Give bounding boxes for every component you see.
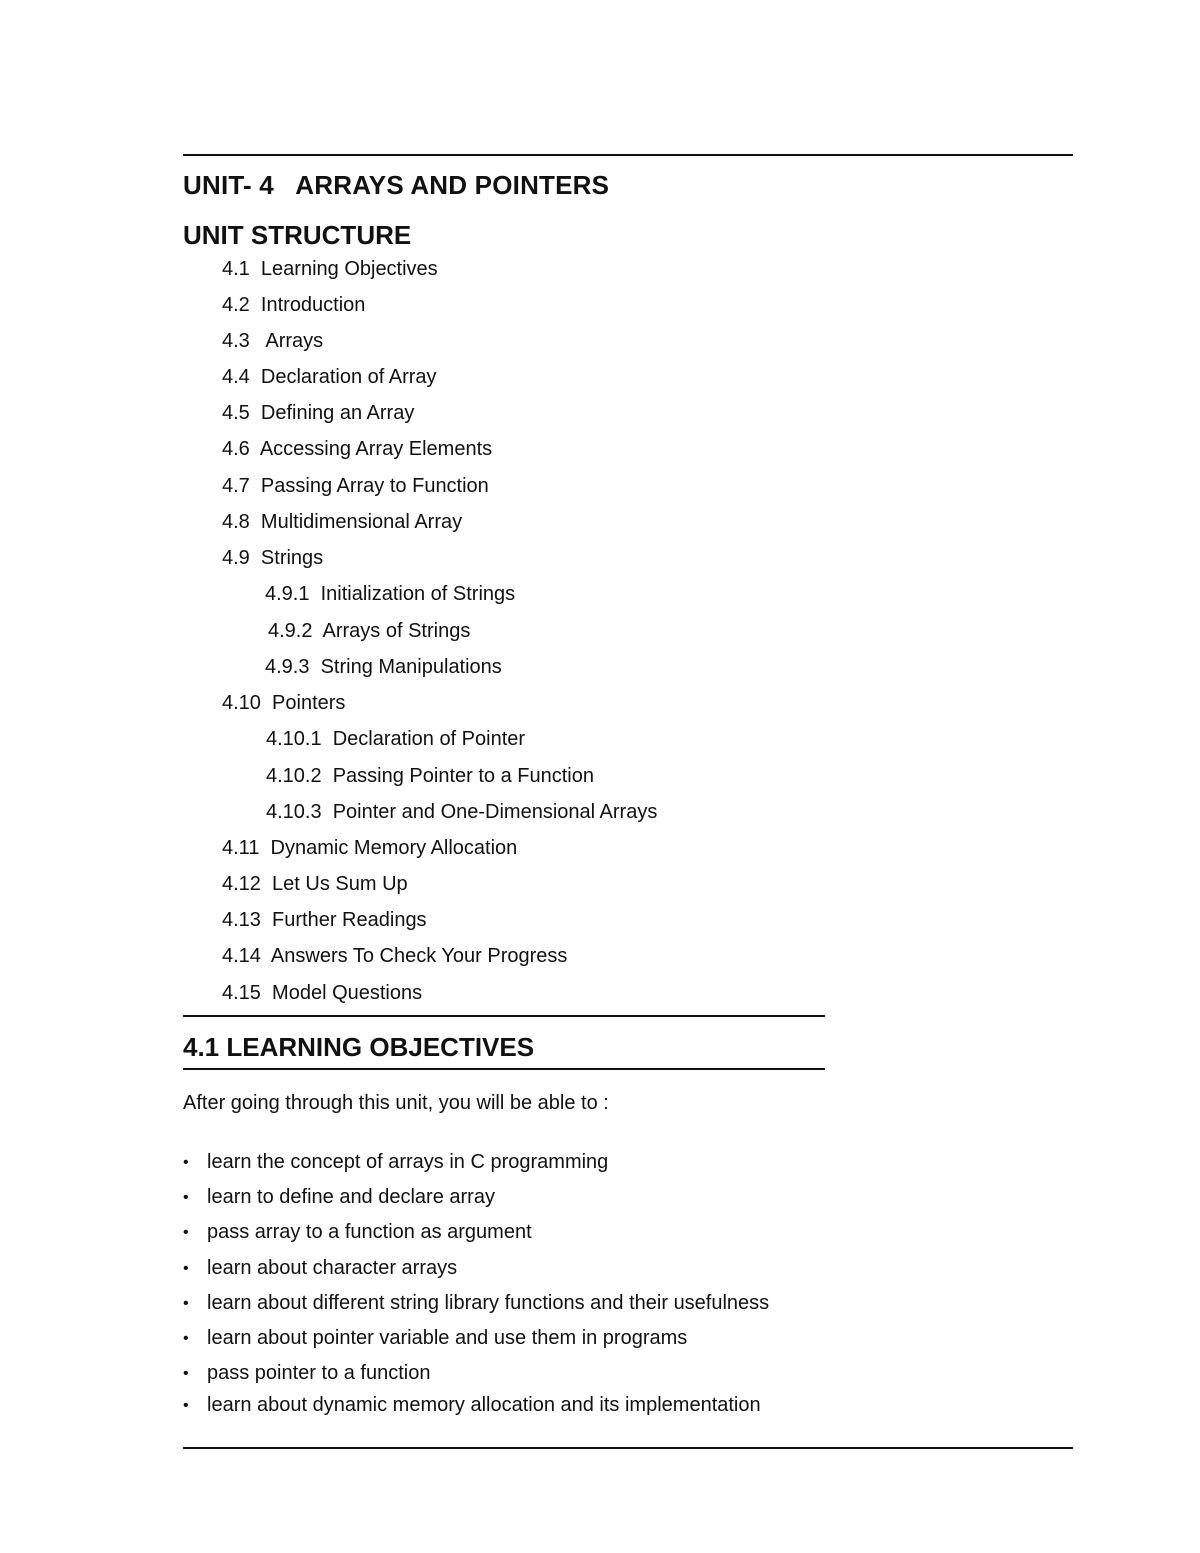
objective-text: learn about pointer variable and use them in programs bbox=[207, 1327, 688, 1349]
bullet-icon: • bbox=[183, 1154, 189, 1171]
objectives-intro: After going through this unit, you will be able to : bbox=[183, 1092, 609, 1114]
unit-structure-heading: UNIT STRUCTURE bbox=[183, 220, 412, 250]
section-rule-bottom bbox=[183, 1068, 825, 1070]
objective-text: learn about different string library functions and their usefulness bbox=[207, 1292, 770, 1314]
objective-item bbox=[183, 1326, 687, 1351]
objective-item bbox=[183, 1256, 457, 1281]
toc-subitem: 4.9.1 Initialization of Strings bbox=[265, 583, 516, 605]
objective-item bbox=[183, 1361, 430, 1386]
objective-text: learn about dynamic memory allocation and its implementation bbox=[207, 1394, 761, 1416]
objective-text: pass array to a function as argument bbox=[207, 1221, 532, 1243]
objective-text: learn to define and declare array bbox=[207, 1186, 495, 1208]
objective-item bbox=[183, 1220, 532, 1245]
toc-item: 4.4 Declaration of Array bbox=[222, 366, 437, 388]
bottom-rule bbox=[183, 1447, 1073, 1449]
toc-item: 4.3 Arrays bbox=[222, 330, 324, 352]
toc-item: 4.6 Accessing Array Elements bbox=[222, 438, 493, 460]
objective-text: pass pointer to a function bbox=[207, 1362, 431, 1384]
toc-item: 4.15 Model Questions bbox=[222, 982, 423, 1004]
top-rule bbox=[183, 154, 1073, 156]
objective-item bbox=[183, 1185, 495, 1210]
toc-item: 4.2 Introduction bbox=[222, 294, 366, 316]
toc-subitem: 4.10.2 Passing Pointer to a Function bbox=[266, 765, 594, 787]
toc-subitem: 4.10.1 Declaration of Pointer bbox=[266, 728, 526, 750]
toc-subitem: 4.9.2 Arrays of Strings bbox=[268, 620, 471, 642]
bullet-icon: • bbox=[183, 1295, 189, 1312]
objective-item bbox=[183, 1393, 761, 1418]
toc-subitem: 4.10.3 Pointer and One-Dimensional Arrays bbox=[266, 801, 658, 823]
toc-item: 4.13 Further Readings bbox=[222, 909, 427, 931]
toc-item: 4.12 Let Us Sum Up bbox=[222, 873, 408, 895]
bullet-icon: • bbox=[183, 1397, 189, 1414]
toc-item: 4.9 Strings bbox=[222, 547, 324, 569]
objective-item bbox=[183, 1150, 608, 1175]
objective-item bbox=[183, 1291, 769, 1316]
objective-text: learn the concept of arrays in C programming bbox=[207, 1151, 609, 1173]
bullet-icon: • bbox=[183, 1189, 189, 1206]
toc-item: 4.1 Learning Objectives bbox=[222, 258, 438, 280]
toc-item: 4.8 Multidimensional Array bbox=[222, 511, 463, 533]
bullet-icon: • bbox=[183, 1260, 189, 1277]
toc-subitem: 4.9.3 String Manipulations bbox=[265, 656, 502, 678]
toc-item: 4.5 Defining an Array bbox=[222, 402, 415, 424]
objective-text: learn about character arrays bbox=[207, 1257, 458, 1279]
bullet-icon: • bbox=[183, 1330, 189, 1347]
toc-item: 4.11 Dynamic Memory Allocation bbox=[222, 837, 518, 859]
toc-item: 4.7 Passing Array to Function bbox=[222, 475, 489, 497]
toc-item: 4.10 Pointers bbox=[222, 692, 346, 714]
unit-title: UNIT- 4 ARRAYS AND POINTERS bbox=[183, 170, 610, 200]
toc-item: 4.14 Answers To Check Your Progress bbox=[222, 945, 568, 967]
bullet-icon: • bbox=[183, 1224, 189, 1241]
bullet-icon: • bbox=[183, 1365, 189, 1382]
learning-objectives-heading: 4.1 LEARNING OBJECTIVES bbox=[183, 1032, 535, 1062]
section-rule-top bbox=[183, 1015, 825, 1017]
